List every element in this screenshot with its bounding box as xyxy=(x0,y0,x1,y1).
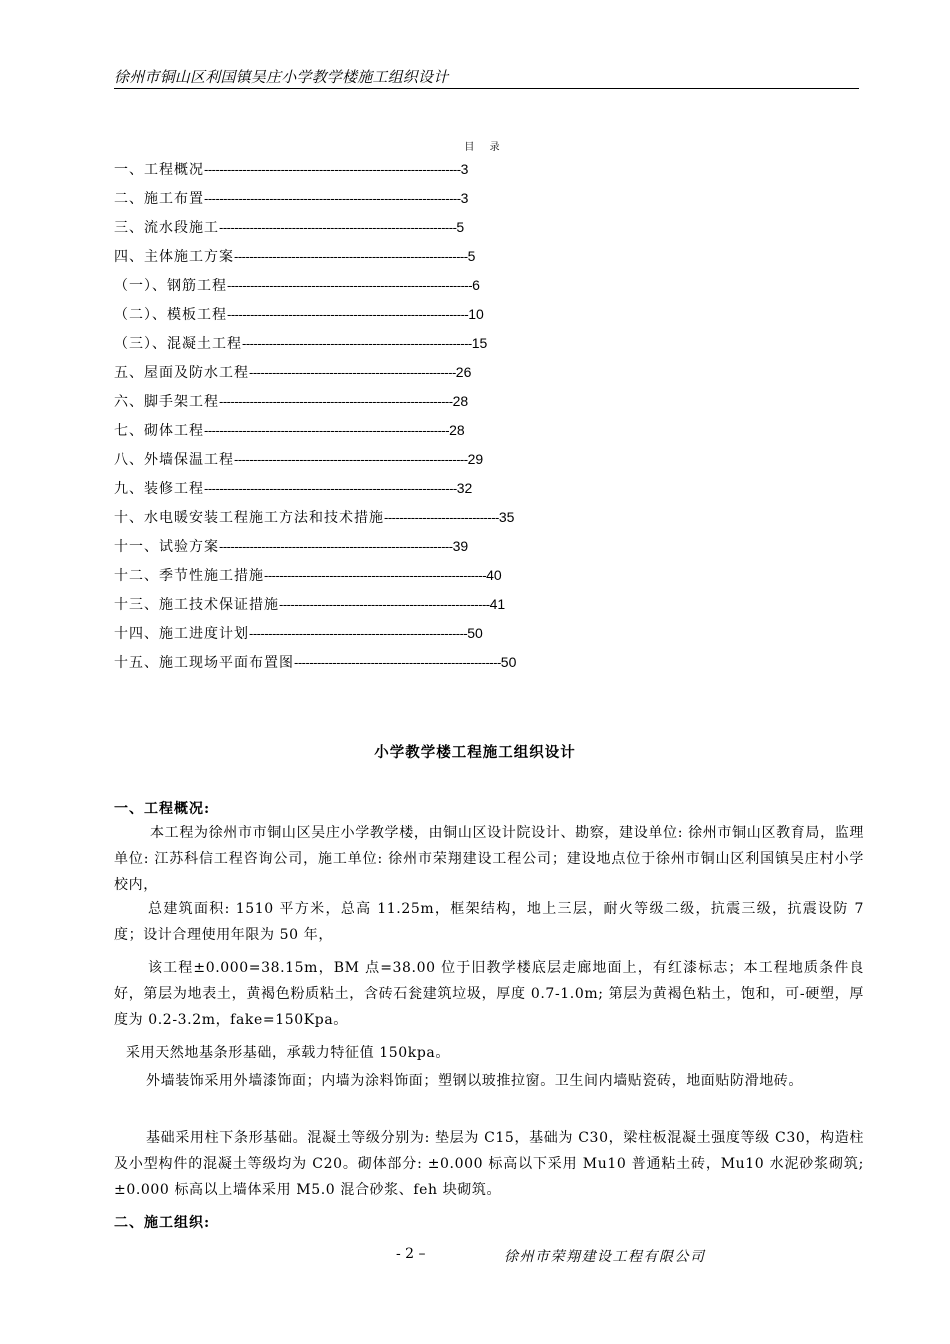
toc-item-label: 十一、试验方案 xyxy=(114,539,219,555)
toc-item-page: 40 xyxy=(486,567,502,583)
toc-item-leader: ------------------------------------------------------- xyxy=(279,597,490,612)
paragraph-area: 总建筑面积: 1510 平方米，总高 11.25m，框架结构，地上三层，耐火等级二级，抗震三级，抗震设防 7 度；设计合理使用年限为 50 年， xyxy=(114,901,864,943)
toc-item-page: 15 xyxy=(471,335,488,351)
toc-item[interactable] xyxy=(114,593,614,622)
toc-item-page: 50 xyxy=(500,654,517,670)
footer-company: 徐州市荣翔建设工程有限公司 xyxy=(504,1249,706,1265)
toc-item[interactable] xyxy=(114,419,614,448)
toc-item-label: 八、外墙保温工程 xyxy=(114,452,234,468)
toc-item-label: 十四、施工进度计划 xyxy=(114,626,249,642)
toc-item-leader: ------------------------------------------------------ xyxy=(294,655,501,670)
toc-item-label: 五、屋面及防水工程 xyxy=(114,365,249,381)
toc-item-label: 六、脚手架工程 xyxy=(114,394,219,410)
section-1-heading: 一、工程概况: xyxy=(114,801,211,817)
toc-item-label: （二）、模板工程 xyxy=(114,307,227,323)
toc-item-leader: ---------------------------------------------------------------- xyxy=(204,423,450,438)
toc-item-page: 3 xyxy=(460,190,469,206)
toc-item-leader: ------------------------------------------------------------------ xyxy=(204,481,457,496)
toc-item-leader: ------------------------------------------------------------- xyxy=(234,452,468,467)
toc-item-leader: ------------------------------ xyxy=(384,510,499,525)
toc-item-label: 十、水电暖安装工程施工方法和技术措施 xyxy=(114,510,384,526)
toc-item-page: 28 xyxy=(452,393,469,409)
toc-item-page: 39 xyxy=(452,538,469,554)
toc-item-page: 5 xyxy=(456,219,465,235)
toc-item-leader: ---------------------------------------------------------------- xyxy=(227,278,473,293)
toc-item-label: 一、工程概况 xyxy=(114,162,204,178)
page-number: - 2 – xyxy=(396,1246,426,1262)
toc-item-leader: ------------------------------------------------------------- xyxy=(234,249,468,264)
toc-item-leader: ------------------------------------------------------------ xyxy=(242,336,472,351)
document-title: 小学教学楼工程施工组织设计 xyxy=(374,744,576,761)
page-header xyxy=(114,64,859,89)
toc-item[interactable] xyxy=(114,390,614,419)
toc-item-label: 十二、季节性施工措施 xyxy=(114,568,264,584)
toc-item-label: 十五、施工现场平面布置图 xyxy=(114,655,294,671)
toc-item-leader: --------------------------------------------------------------- xyxy=(227,307,469,322)
toc-heading: 目 录 xyxy=(464,142,506,153)
toc-item[interactable] xyxy=(114,303,614,332)
toc-item-label: 十三、施工技术保证措施 xyxy=(114,597,279,613)
toc-item-page: 26 xyxy=(455,364,472,380)
paragraph-decoration: 外墙装饰采用外墙漆饰面；内墙为涂料饰面；塑钢以玻推拉窗。卫生间内墙贴瓷砖，地面贴防滑地砖。 xyxy=(146,1073,803,1089)
paragraph-foundation: 采用天然地基条形基础，承载力特征值 150kpa。 xyxy=(126,1045,450,1061)
toc-item[interactable] xyxy=(114,535,614,564)
toc-item[interactable] xyxy=(114,564,614,593)
section-2-heading: 二、施工组织: xyxy=(114,1215,211,1231)
header-title: 徐州市铜山区利国镇吴庄小学教学楼施工组织设计 xyxy=(114,68,449,86)
toc-item-label: 二、施工布置 xyxy=(114,191,204,207)
toc-item-label: 三、流水段施工 xyxy=(114,220,219,236)
toc-item-page: 6 xyxy=(472,277,480,293)
toc-item[interactable] xyxy=(114,651,614,680)
toc-item[interactable] xyxy=(114,158,614,187)
table-of-contents xyxy=(114,158,614,680)
toc-item-page: 29 xyxy=(467,451,484,467)
toc-item[interactable] xyxy=(114,448,614,477)
toc-item-label: 七、砌体工程 xyxy=(114,423,204,439)
toc-item-label: （三）、混凝土工程 xyxy=(114,336,242,352)
toc-item[interactable] xyxy=(114,622,614,651)
toc-item-leader: ------------------------------------------------------ xyxy=(249,365,456,380)
paragraph-overview: 本工程为徐州市市铜山区吴庄小学教学楼，由铜山区设计院设计、勘察，建设单位: 徐州市铜山区教育局，监理单位: 江苏科信工程咨询公司，施工单位: 徐州市荣翔建设工程公司；建设地点位于徐州市铜山区利国镇吴庄村小学校内， xyxy=(114,825,864,893)
toc-item[interactable] xyxy=(114,187,614,216)
paragraph-geology: 该工程±0.000=38.15m，BM 点=38.00 位于旧教学楼底层走廊地面上，有红漆标志；本工程地质条件良好，第层为地表土，黄褐色粉质粘土，含砖石瓮建筑垃圾，厚度 0.7-1.0m; 第层为黄褐色粘土，饱和，可-硬塑，厚度为 0.2-3.2m，fake=150Kpa。 xyxy=(114,960,864,1028)
toc-item-page: 10 xyxy=(468,306,484,322)
toc-item-leader: ---------------------------------------------------------- xyxy=(264,568,487,583)
toc-item-page: 28 xyxy=(449,422,465,438)
toc-item-leader: ------------------------------------------------------------- xyxy=(219,539,453,554)
toc-item[interactable] xyxy=(114,274,614,303)
toc-item[interactable] xyxy=(114,216,614,245)
toc-item-page: 50 xyxy=(467,625,483,641)
toc-item-page: 35 xyxy=(498,509,515,525)
toc-item-page: 3 xyxy=(460,161,469,177)
toc-item[interactable] xyxy=(114,361,614,390)
toc-item[interactable] xyxy=(114,477,614,506)
toc-item-page: 32 xyxy=(456,480,473,496)
toc-item[interactable] xyxy=(114,506,614,535)
toc-item-label: 四、主体施工方案 xyxy=(114,249,234,265)
paragraph-materials: 基础采用柱下条形基础。混凝土等级分别为: 垫层为 C15，基础为 C30，梁柱板混凝土强度等级 C30，构造柱及小型构件的混凝土等级均为 C20。砌体部分: ±0.000 标高以下采用 Mu10 普通粘土砖，Mu10 水泥砂浆砌筑; ±0.000 标高以上墙体采用 M5.0 混合砂浆、feh 块砌筑。 xyxy=(114,1130,864,1198)
toc-item[interactable] xyxy=(114,332,614,361)
toc-item-label: （一）、钢筋工程 xyxy=(114,278,227,294)
toc-item-leader: ------------------------------------------------------------- xyxy=(219,394,453,409)
toc-item-page: 41 xyxy=(489,596,506,612)
toc-item-leader: --------------------------------------------------------- xyxy=(249,626,468,641)
toc-item[interactable] xyxy=(114,245,614,274)
toc-item-page: 5 xyxy=(467,248,476,264)
toc-item-leader: ------------------------------------------------------------------- xyxy=(204,162,461,177)
toc-item-leader: ------------------------------------------------------------------- xyxy=(204,191,461,206)
toc-item-leader: -------------------------------------------------------------- xyxy=(219,220,457,235)
toc-item-label: 九、装修工程 xyxy=(114,481,204,497)
